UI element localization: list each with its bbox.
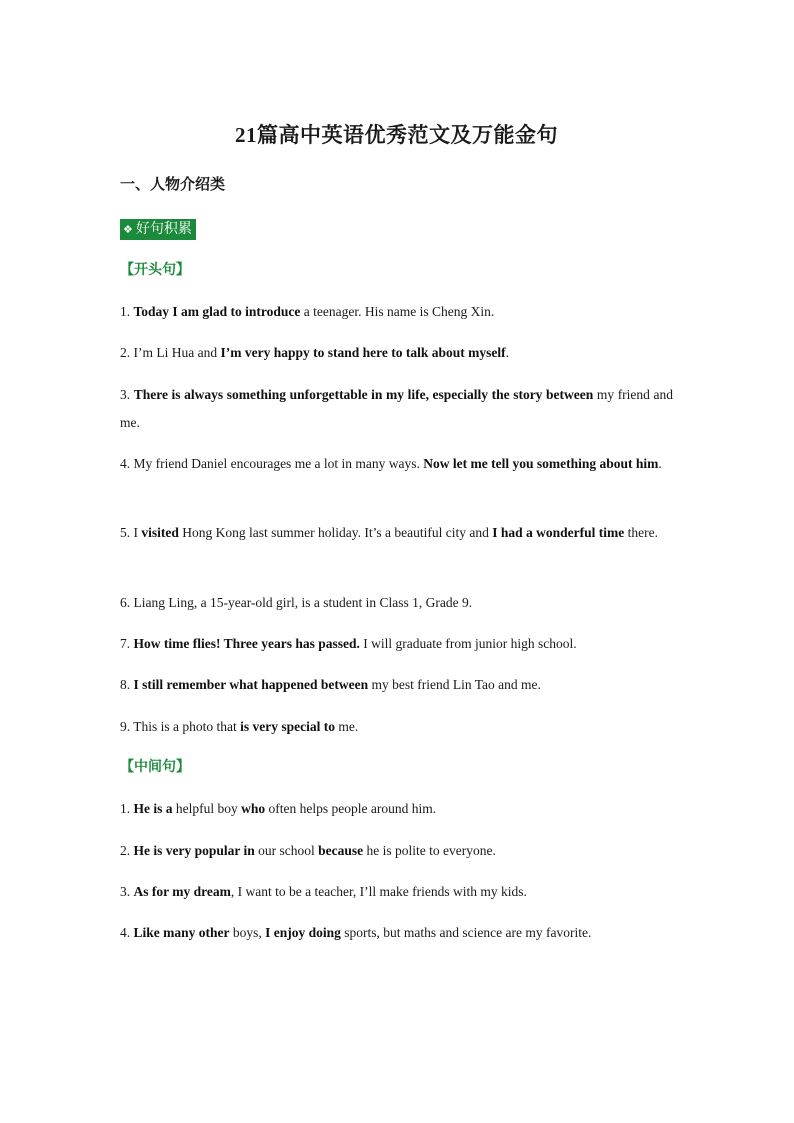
document-title: 21篇高中英语优秀范文及万能金句 (235, 123, 558, 147)
opening-sentence (120, 713, 673, 741)
middle-sentence (120, 919, 673, 947)
opening-sentence (120, 381, 673, 437)
text-run: often helps people around him. (265, 801, 437, 816)
middle-sentence (120, 837, 673, 865)
text-run: , I want to be a teacher, I’ll make friends with my kids. (230, 884, 527, 899)
text-run: 3. (120, 387, 134, 402)
text-run: 4. (120, 925, 134, 940)
text-run: helpful boy (172, 801, 242, 816)
bold-phrase: He is a (133, 801, 173, 816)
middle-sentence (120, 878, 673, 906)
text-run: 7. (120, 636, 134, 651)
bold-phrase: visited (141, 525, 179, 540)
text-run: . (505, 345, 509, 360)
text-run: me. (334, 719, 359, 734)
bold-phrase: Today I am glad to introduce (133, 304, 301, 319)
opening-sentence (120, 630, 673, 658)
opening-sentence (120, 671, 673, 699)
text-run: my best friend Lin Tao and me. (368, 677, 541, 692)
opening-sentence (120, 298, 673, 326)
text-run: 1. (120, 801, 134, 816)
bold-phrase: who (241, 801, 266, 816)
text-run: my friend and me. (120, 387, 674, 430)
opening-sentence (120, 519, 673, 547)
opening-sentences-label: 【开头句】 (120, 262, 190, 278)
section-tag-label: 好句积累 (135, 221, 192, 237)
text-run: 3. (120, 884, 134, 899)
middle-sentences-label: 【中间句】 (120, 759, 190, 775)
text-run: 2. I’m Li Hua and (120, 345, 221, 360)
text-run: he is polite to everyone. (363, 843, 496, 858)
text-run: boys, (229, 925, 266, 940)
bold-phrase: because (318, 843, 364, 858)
text-run: 9. This is a photo that (120, 719, 241, 734)
text-run: 4. My friend Daniel encourages me a lot in many ways. (120, 456, 424, 471)
bold-phrase: How time flies! Three years has passed. (133, 636, 360, 651)
opening-sentence (120, 589, 673, 617)
bold-phrase: I’m very happy to stand here to talk about myself (220, 345, 506, 360)
bold-phrase: He is very popular in (133, 843, 255, 858)
text-run: 2. (120, 843, 134, 858)
opening-sentence (120, 339, 673, 367)
text-run: I will graduate from junior high school. (359, 636, 577, 651)
text-run: . (658, 456, 662, 471)
text-run: Hong Kong last summer holiday. It’s a beautiful city and (178, 525, 493, 540)
diamond-icon: ❖ (123, 223, 133, 236)
bold-phrase: Like many other (133, 925, 230, 940)
text-run: there. (624, 525, 658, 540)
middle-sentence (120, 795, 673, 823)
text-run: our school (254, 843, 319, 858)
bold-phrase: As for my dream (133, 884, 231, 899)
bold-phrase: I had a wonderful time (492, 525, 625, 540)
bold-phrase: I enjoy doing (265, 925, 341, 940)
bold-phrase: Now let me tell you something about him (423, 456, 659, 471)
text-run: 6. Liang Ling, a 15-year-old girl, is a student in Class 1, Grade 9. (120, 595, 473, 610)
bold-phrase: is very special to (240, 719, 335, 734)
text-run: sports, but maths and science are my favorite. (340, 925, 592, 940)
text-run: a teenager. His name is Cheng Xin. (300, 304, 495, 319)
bold-phrase: There is always something unforgettable in my life, especially the story between (133, 387, 594, 402)
text-run: 5. I (120, 525, 142, 540)
section-heading: 一、人物介绍类 (120, 177, 226, 193)
text-run: 1. (120, 304, 134, 319)
bold-phrase: I still remember what happened between (133, 677, 369, 692)
opening-sentence (120, 450, 673, 478)
text-run: 8. (120, 677, 134, 692)
section-tag (120, 219, 196, 240)
